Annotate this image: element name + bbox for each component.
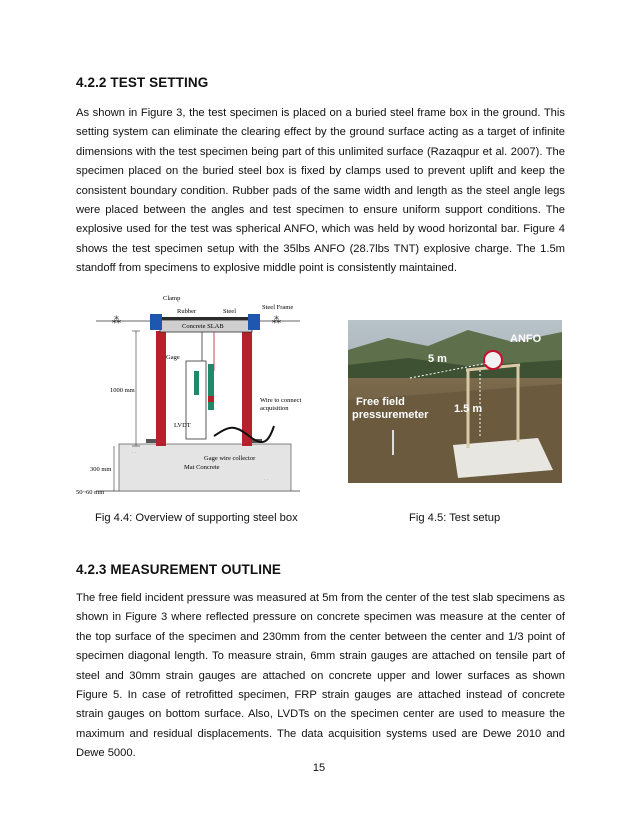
label-free-field-line2: pressuremeter <box>352 409 429 421</box>
section-heading-measurement-outline: 4.2.3 MEASUREMENT OUTLINE <box>76 562 282 577</box>
label-free-field-line1: Free field <box>356 396 405 408</box>
svg-text:· ·: · · <box>132 451 137 456</box>
svg-text:· ·: · · <box>264 478 269 483</box>
figure-test-setup-photo <box>348 320 562 483</box>
figure-supporting-steel-box <box>74 276 314 501</box>
label-wire-line1: Wire to connect <box>260 397 302 404</box>
label-gage-wire-collector: Gage wire collector <box>204 455 256 462</box>
page-number: 15 <box>312 762 326 774</box>
label-distance-1-5m: 1.5 m <box>454 403 483 415</box>
label-lvdt: LVDT <box>174 422 191 429</box>
svg-text:⁂: ⁂ <box>112 315 121 325</box>
label-gage: Gage <box>166 354 180 361</box>
label-anfo: ANFO <box>510 333 542 345</box>
measurement-outline-paragraph: The free field incident pressure was measured at 5m from the center of the test slab specimens as shown in Figure 3 where reflected pressure on concrete specimen was measure at the center of the top surface of the specimen and 230mm from the center between the center and 1/3 point of specimen diagonal length. To measure strain, 6mm strain gauges are attached on tensile part of steel and 30mm strain gauges are attached on concrete upper and lower surfaces as shown Figure 5. In case of retrofitted specimen, FRP strain gauges are attached instead of concrete strain gauges on bottom surface. Also, LVDTs on the specimen center are used to measure the maximum and residual displacements. The data acquisition systems used are Dewe 2010 and Dewe 5000. <box>76 592 565 760</box>
label-wire-line2: acquisition <box>260 405 289 412</box>
label-distance-5m: 5 m <box>428 353 447 365</box>
label-steel: Steel <box>223 308 236 315</box>
svg-text:⁂: ⁂ <box>272 315 281 325</box>
label-height-1000mm: 1000 mm <box>110 387 135 394</box>
label-depth-50-60mm: 50~60 mm <box>76 489 105 496</box>
figure-4-5-caption: Fig 4.5: Test setup <box>409 512 501 524</box>
label-concrete-slab: Concrete SLAB <box>182 323 224 330</box>
test-setting-paragraph: As shown in Figure 3, the test specimen is placed on a buried steel frame box in the ground. This setting system can eliminate the clearing effect by the ground surface acting as a target of infinite dimensions with the test specimen being part of this unlimited surface (Razaqpur et al. 2007). The specimen placed on the buried steel box is fixed by clamps used to prevent uplift and keep the consistent boundary condition. Rubber pads of the same width and length as the steel angle legs were placed between the angles and test specimen to ensure uniform support conditions. The explosive used for the test was spherical ANFO, which was held by wood horizontal bar. Figure 4 shows the test specimen setup with the 35lbs ANFO (28.7lbs TNT) explosive charge. The 1.5m standoff from specimens to explosive middle point is consistently maintained. <box>76 107 565 275</box>
label-depth-300mm: 300 mm <box>90 466 112 473</box>
figure-4-4-caption: Fig 4.4: Overview of supporting steel box <box>95 512 298 524</box>
label-mat-concrete: Mat Concrete <box>184 464 220 471</box>
label-steel-frame: Steel Frame <box>262 304 294 311</box>
section-heading-test-setting: 4.2.2 TEST SETTING <box>76 75 209 90</box>
label-rubber: Rubber <box>177 308 197 315</box>
label-clamp: Clamp <box>163 295 181 302</box>
